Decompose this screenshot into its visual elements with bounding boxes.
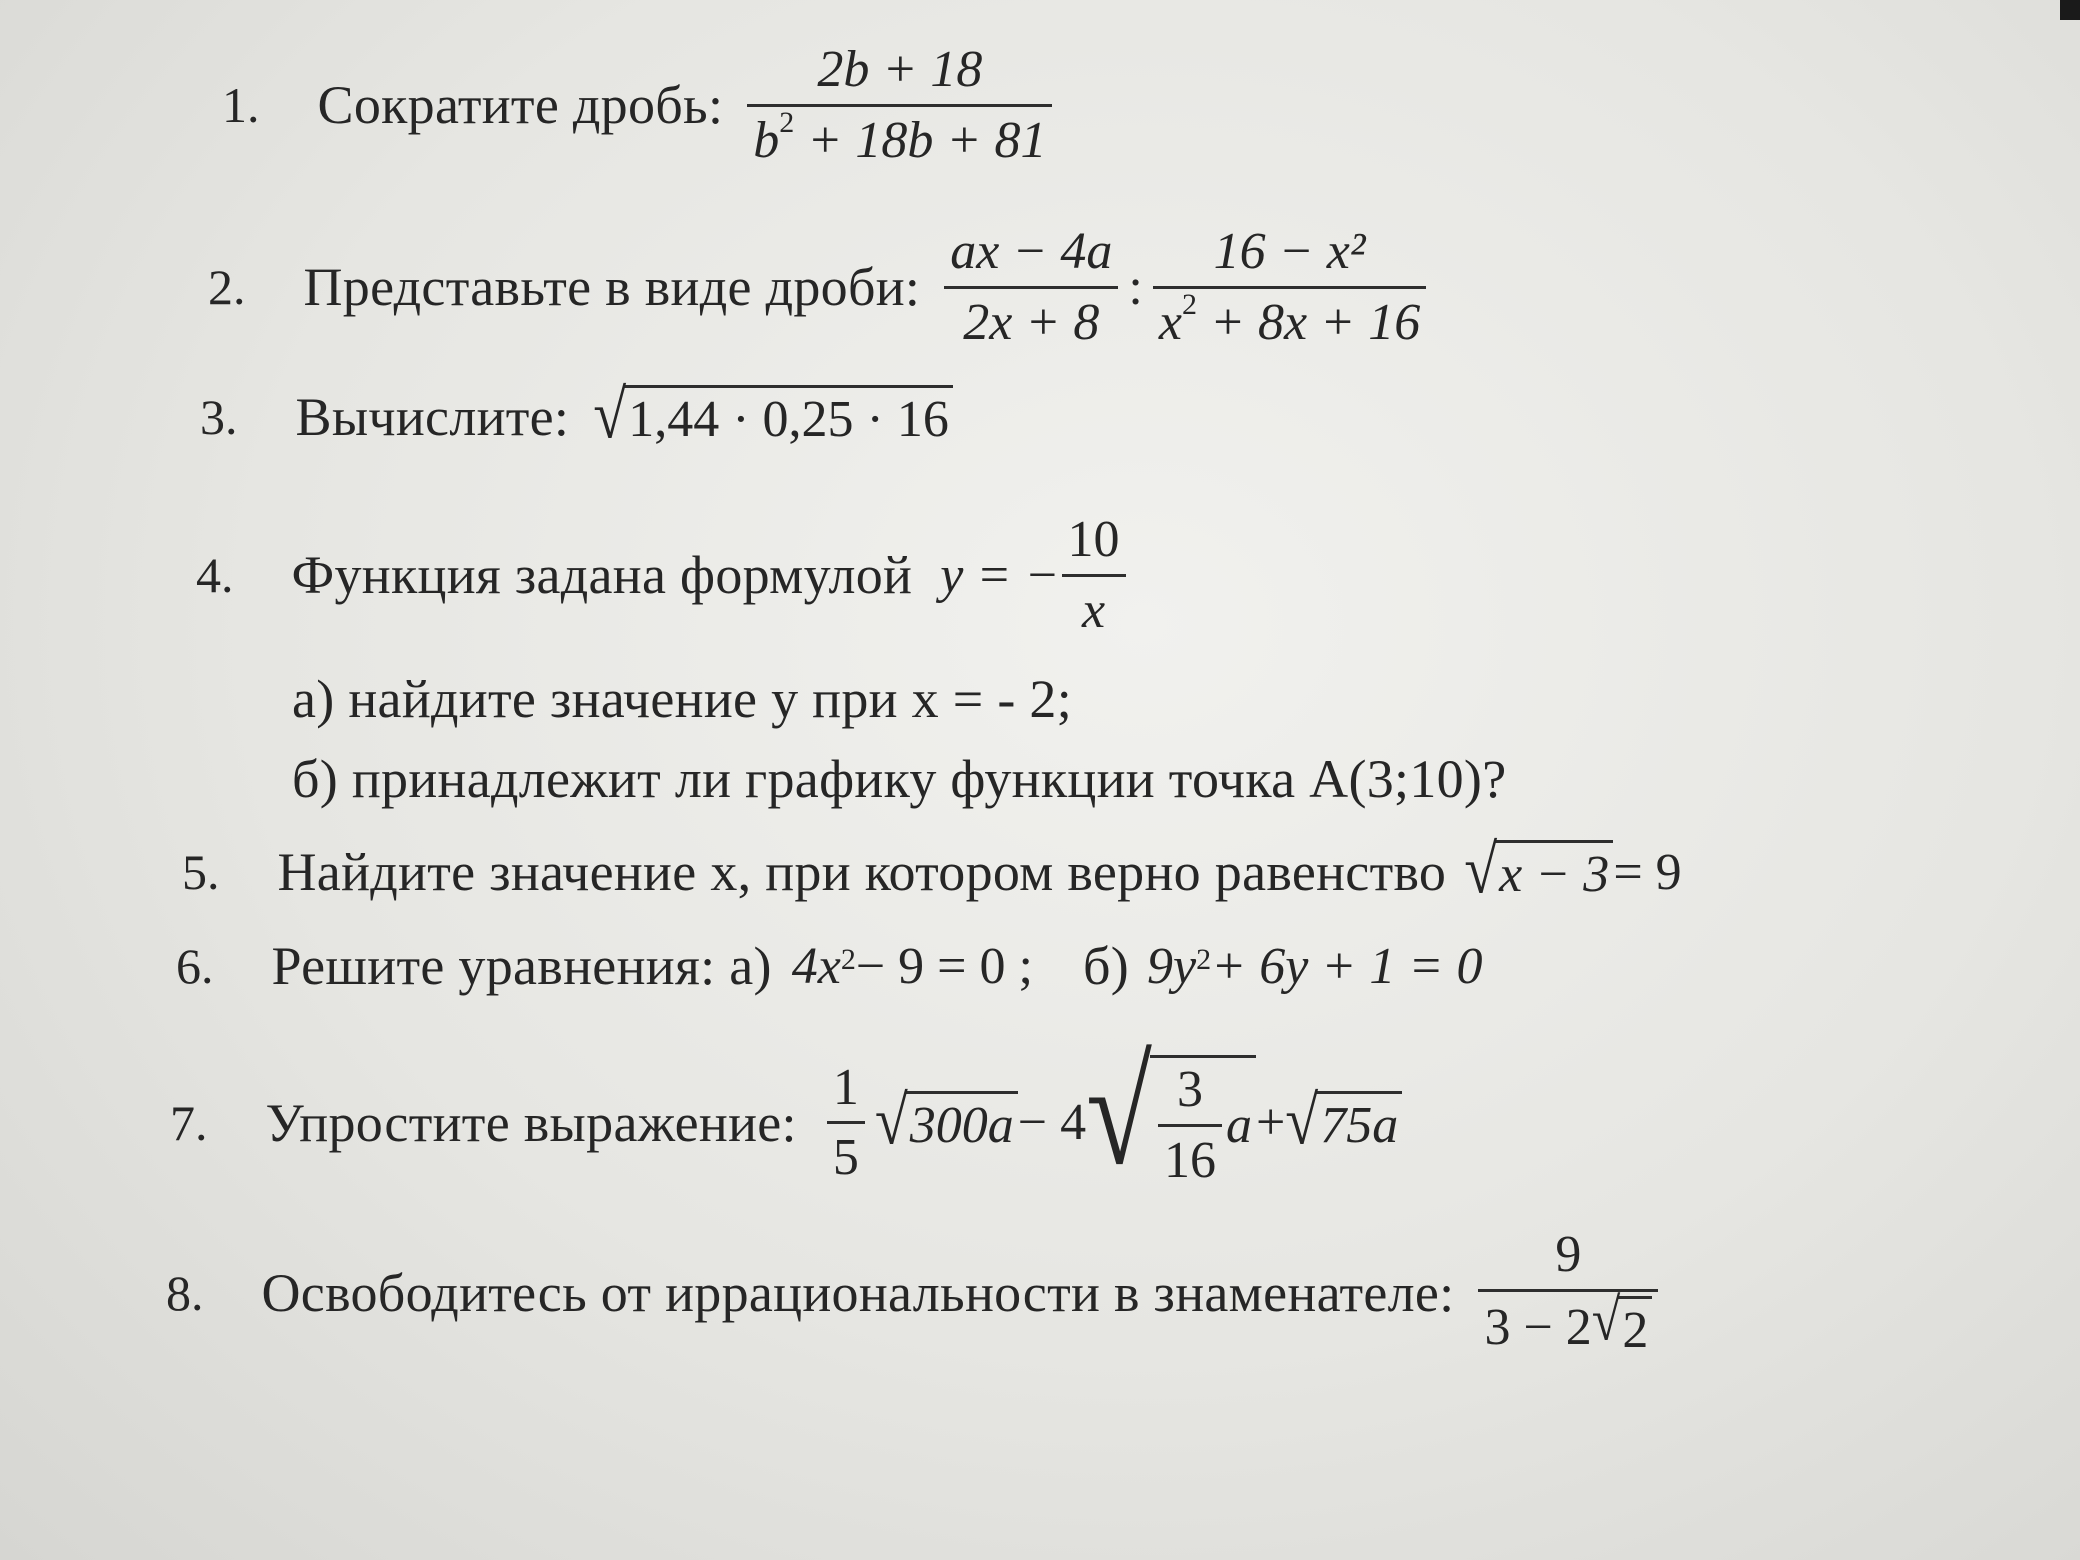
task-3 [200, 376, 953, 453]
part-b-label: б) [1082, 936, 1130, 996]
den-rest: + 18b + 81 [794, 111, 1047, 169]
task-text: Вычислите: [295, 387, 570, 447]
fraction-bar [827, 1121, 865, 1124]
equation-a-rest: − 9 = 0 ; [855, 937, 1033, 995]
fraction-bar [1478, 1289, 1658, 1292]
radical-sign: √ [593, 376, 627, 453]
task-4-part-a [292, 668, 1072, 730]
equation-a-exponent: 2 [840, 943, 856, 976]
radicand: 75a [1316, 1091, 1402, 1155]
task-8 [166, 1225, 1668, 1361]
denominator: 2x + 8 [963, 293, 1100, 351]
task-number: 6. [176, 938, 214, 994]
denominator [747, 106, 1052, 171]
fraction-2 [1153, 222, 1426, 353]
task-number: 7. [170, 1094, 208, 1151]
task-text: Упростите выражение: [265, 1092, 797, 1153]
task-text: Решите уравнения: а) [271, 936, 772, 996]
fraction [747, 40, 1052, 171]
radical-sign: √ [1086, 1029, 1152, 1196]
square-root [593, 376, 953, 453]
square-root [1464, 831, 1613, 908]
fraction [1062, 510, 1126, 641]
task-number: 5. [182, 844, 220, 900]
task-6 [176, 935, 1482, 997]
denominator: 16 [1163, 1131, 1216, 1189]
fraction-1 [944, 222, 1118, 353]
numerator: 16 − x² [1213, 223, 1366, 280]
task-5 [182, 831, 1682, 908]
denominator [1478, 1287, 1658, 1361]
denominator [1153, 288, 1426, 353]
numerator: 3 [1176, 1061, 1203, 1118]
page-corner-shadow [2060, 0, 2080, 20]
radical-sign: √ [874, 1082, 908, 1159]
task-number: 3. [200, 389, 238, 445]
subtask-text: а) найдите значение y при x = - 2; [292, 669, 1073, 729]
task-1 [222, 40, 1062, 171]
radicand: x − 3 [1495, 840, 1613, 904]
numerator: 9 [1555, 1226, 1582, 1283]
den-rest: + 8x + 16 [1196, 293, 1421, 351]
task-2 [208, 222, 1436, 353]
square-root-2 [1086, 1029, 1256, 1196]
radicand: 300a [906, 1091, 1018, 1155]
coefficient-fraction [827, 1058, 865, 1189]
radical-sign: √ [1591, 1287, 1621, 1354]
numerator: 1 [832, 1058, 859, 1116]
inner-fraction [1158, 1060, 1222, 1191]
equation-b-rest: + 6y + 1 = 0 [1211, 937, 1483, 995]
numerator: ax − 4a [950, 223, 1113, 280]
radicand: 1,44 · 0,25 · 16 [624, 385, 953, 449]
task-text: Сократите дробь: [317, 75, 724, 136]
numerator: 2b + 18 [817, 41, 983, 98]
square-root-1 [874, 1082, 1018, 1159]
task-4-part-b [292, 748, 1506, 810]
function-lhs: y = − [940, 546, 1060, 604]
fraction-bar [944, 286, 1118, 289]
task-4 [196, 510, 1136, 641]
radical-sign: √ [1285, 1082, 1319, 1159]
fraction-bar [1158, 1124, 1222, 1127]
den-exponent: 2 [1181, 288, 1197, 322]
equation-rhs: = 9 [1613, 843, 1682, 901]
den-prefix: 3 − 2 [1484, 1299, 1592, 1357]
radicand [1150, 1055, 1256, 1191]
radicand: 2 [1618, 1296, 1652, 1361]
task-text: Освободитесь от иррациональности в знаменателе: [261, 1262, 1455, 1323]
numerator: 10 [1067, 511, 1120, 568]
square-root [1591, 1287, 1653, 1361]
equation-b-exponent: 2 [1196, 943, 1212, 976]
den-base: x [1158, 293, 1182, 351]
plus-sign: + [1255, 1094, 1286, 1152]
den-exponent: 2 [779, 106, 795, 140]
task-text: Найдите значение x, при котором верно равенство [277, 842, 1447, 902]
equation-b-base: 9y [1147, 937, 1197, 995]
division-colon: : [1128, 258, 1143, 316]
task-number: 4. [196, 547, 234, 604]
task-number: 8. [166, 1264, 204, 1321]
fraction-bar [1062, 574, 1126, 577]
task-text: Функция задана формулой [291, 545, 913, 606]
subtask-text: б) принадлежит ли графику функции точка A(3;10)? [292, 749, 1507, 809]
radical-sign: √ [1464, 831, 1498, 908]
task-text: Представьте в виде дроби: [303, 257, 921, 318]
minus-four: − 4 [1017, 1094, 1087, 1152]
denominator: 5 [832, 1129, 859, 1187]
task-number: 1. [222, 77, 260, 134]
variable-a: a [1225, 1096, 1252, 1154]
denominator: x [1081, 581, 1106, 639]
equation-a-base: 4x [791, 937, 841, 995]
task-7 [170, 1029, 1402, 1196]
square-root-3 [1285, 1082, 1402, 1159]
fraction [1478, 1225, 1658, 1361]
task-number: 2. [208, 259, 246, 316]
den-base: b [753, 111, 780, 169]
